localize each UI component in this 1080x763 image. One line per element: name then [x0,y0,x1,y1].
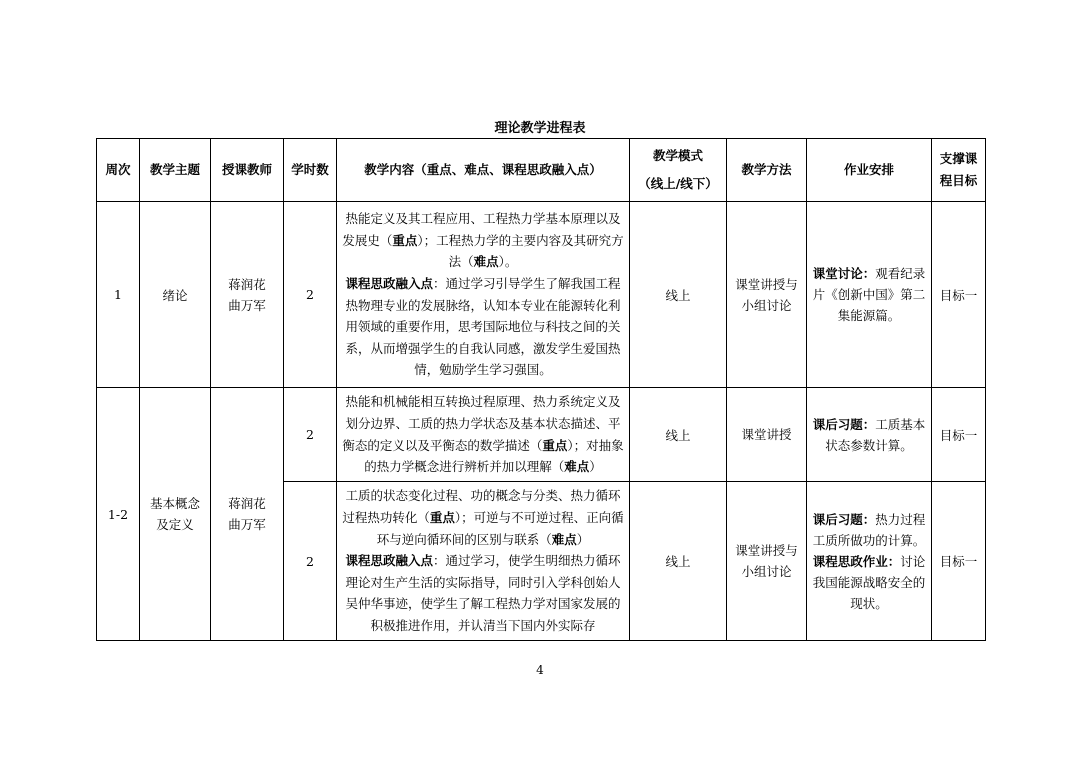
mode-cell: 线上 [630,482,727,641]
table-row [97,202,986,388]
content-cell: 热能定义及其工程应用、工程热力学基本原理以及发展史（重点）；工程热力学的主要内容及其研究方法（难点）。 课程思政融入点：通过学习引导学生了解我国工程热物理专业的发展脉络，认知本专业在能源转化利用领域的重要作用，思考国际地位与科技之间的关系，从而增强学生的自我认同感，激发学生爱国热情，勉励学生学习强国。 [337,202,630,388]
header-homework: 作业安排 [807,139,932,202]
mode-cell: 线上 [630,202,727,388]
table-title: 理论教学进程表 [494,121,586,136]
schedule-table [96,138,986,641]
header-teacher: 授课教师 [211,139,284,202]
homework-label: 课后习题： [812,511,876,527]
homework-cell: 课后习题：工质基本状态参数计算。 [807,388,932,482]
teacher-cell [211,202,284,388]
homework-label: 课后习题： [812,416,876,432]
header-content: 教学内容（重点、难点、课程思政融入点） [337,139,630,202]
target-cell: 目标一 [932,388,986,482]
mode-cell: 线上 [630,388,727,482]
topic-cell: 绪论 [140,202,211,388]
header-target-line2: 程目标 [939,173,978,188]
target-cell: 目标一 [932,482,986,641]
teacher-name: 曲万军 [228,297,266,313]
target-cell: 目标一 [932,202,986,388]
homework-cell: 课后习题：热力过程工质所做功的计算。 课程思政作业：讨论我国能源战略安全的现状。 [807,482,932,641]
homework-label: 课程思政作业： [812,553,901,569]
hours-cell: 2 [284,482,337,641]
week-cell: 1 [97,202,140,388]
method-cell: 课堂讲授与小组讨论 [727,202,807,388]
teacher-cell [211,388,284,641]
hours-cell: 2 [284,388,337,482]
table-row [97,388,986,482]
header-method: 教学方法 [727,139,807,202]
teacher-name: 蒋润花 [228,496,266,511]
week-cell: 1-2 [97,388,140,641]
header-hours: 学时数 [284,139,337,202]
method-cell: 课堂讲授与小组讨论 [727,482,807,641]
homework-cell: 课堂讨论：观看纪录片《创新中国》第二集能源篇。 [807,202,932,388]
method-cell: 课堂讲授 [727,388,807,482]
header-target [932,139,986,202]
header-row [97,139,986,202]
homework-label: 课堂讨论： [812,266,876,281]
header-mode-line2: （线上/线下） [638,176,718,191]
topic-cell: 基本概念及定义 [140,388,211,641]
content-cell: 工质的状态变化过程、功的概念与分类、热力循环过程热功转化（重点）；可逆与不可逆过程、正向循环与逆向循环间的区别与联系（难点） 课程思政融入点：通过学习，使学生明细热力循环理论对生产生活的实际指导，同时引入学科创始人吴仲华事迹，使学生了解工程热力学对国家发展的积极推进作用，并认清当下国内外实际存 [337,482,630,641]
content-cell: 热能和机械能相互转换过程原理、热力系统定义及划分边界、工质的热力学状态及基本状态描述、平衡态的定义以及平衡态的数学描述（重点）；对抽象的热力学概念进行辨析并加以理解（难点） [337,388,630,482]
page-number: 4 [536,663,544,677]
header-mode [630,139,727,202]
header-week: 周次 [97,139,140,202]
header-mode-line1: 教学模式 [652,148,703,163]
hours-cell: 2 [284,202,337,388]
header-target-line1: 支撑课 [939,151,978,166]
teacher-name: 曲万军 [228,517,266,532]
header-topic: 教学主题 [140,139,211,202]
teacher-name: 蒋润花 [228,276,266,292]
